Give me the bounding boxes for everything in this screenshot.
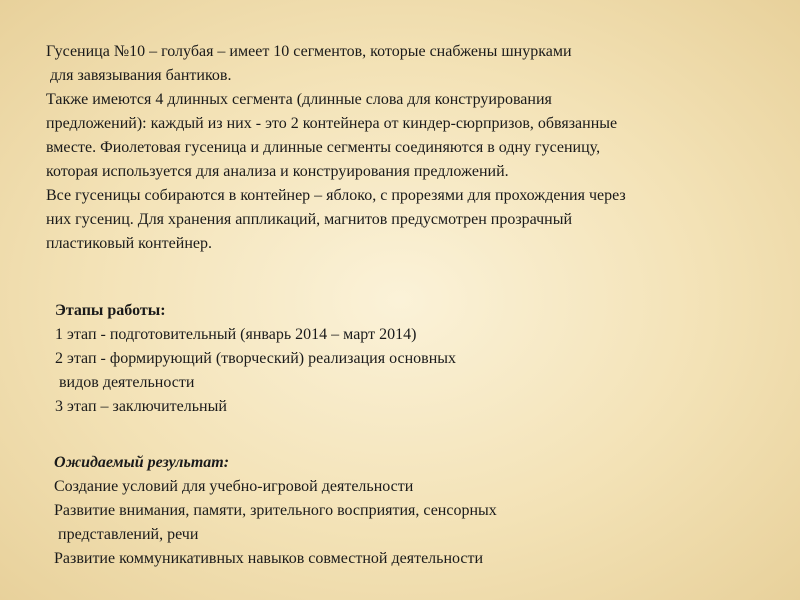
description-line-6: которая используется для анализа и конструирования предложений. [46, 163, 509, 180]
result-line-3: представлений, речи [58, 526, 199, 543]
results-block [54, 451, 497, 571]
description-line-8: них гусениц. Для хранения аппликаций, магнитов предусмотрен прозрачный [46, 211, 573, 228]
description-line-1: Гусеница №10 – голубая – имеет 10 сегментов, которые снабжены шнурками [46, 43, 572, 60]
stages-block [55, 299, 456, 419]
description-line-5: вместе. Фиолетовая гусеница и длинные сегменты соединяются в одну гусеницу, [46, 139, 601, 156]
result-line-4: Развитие коммуникативных навыков совместной деятельности [54, 550, 484, 567]
stage-line-3: видов деятельности [59, 374, 195, 391]
stage-line-2: 2 этап - формирующий (творческий) реализация основных [55, 350, 456, 367]
result-line-1: Создание условий для учебно-игровой деятельности [54, 478, 414, 495]
stages-heading: Этапы работы: [55, 302, 166, 319]
description-line-4: предложений): каждый из них - это 2 контейнера от киндер-сюрпризов, обвязанные [46, 115, 618, 132]
description-line-3: Также имеются 4 длинных сегмента (длинные слова для конструирования [46, 91, 552, 108]
description-block [46, 40, 626, 256]
results-heading: Ожидаемый результат: [54, 454, 230, 471]
description-line-2: для завязывания бантиков. [50, 67, 232, 84]
stage-line-1: 1 этап - подготовительный (январь 2014 – март 2014) [55, 326, 417, 343]
description-line-7: Все гусеницы собираются в контейнер – яблоко, с прорезями для прохождения через [46, 187, 626, 204]
stage-line-4: 3 этап – заключительный [55, 398, 227, 415]
result-line-2: Развитие внимания, памяти, зрительного восприятия, сенсорных [54, 502, 497, 519]
description-line-9: пластиковый контейнер. [46, 235, 212, 252]
